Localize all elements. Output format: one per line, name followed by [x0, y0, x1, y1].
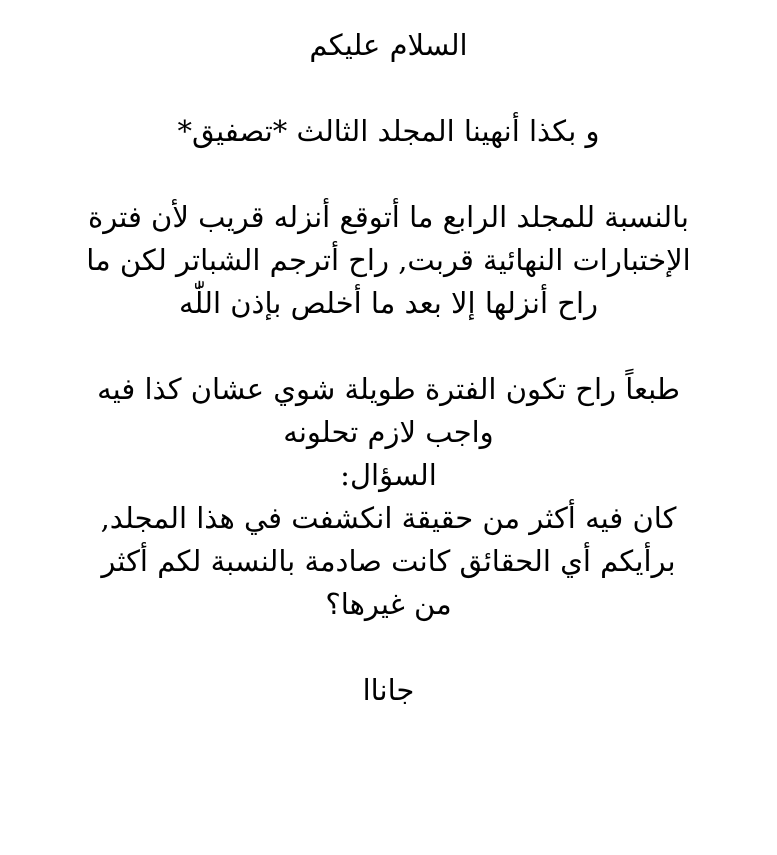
paragraph-spacer: [40, 626, 737, 669]
greeting-text: السلام عليكم: [309, 28, 468, 62]
paragraph-spacer: [40, 153, 737, 196]
paragraph-spacer: [40, 325, 737, 368]
question-label: السؤال:: [340, 458, 437, 492]
signature: [40, 669, 737, 712]
announcement: [40, 110, 737, 153]
schedule-paragraph: [40, 196, 737, 325]
text-line: بالنسبة للمجلد الرابع ما أتوقع أنزله قريب لأن فترة: [88, 200, 689, 234]
signature-text: جاناا: [362, 673, 415, 707]
announcement-text: و بكذا أنهينا المجلد الثالث *تصفيق*: [177, 114, 600, 148]
text-line: برأيكم أي الحقائق كانت صادمة بالنسبة لكم أكثر: [101, 544, 676, 578]
text-line: كان فيه أكثر من حقيقة انكشفت في هذا المجلد,: [100, 501, 677, 535]
paragraph-spacer: [40, 67, 737, 110]
text-line: راح أنزلها إلا بعد ما أخلص بإذن اللّٰه: [179, 286, 598, 320]
greeting: [40, 24, 737, 67]
text-line: واجب لازم تحلونه: [283, 415, 494, 449]
text-line: طبعاً راح تكون الفترة طويلة شوي عشان كذا فيه: [97, 372, 680, 406]
text-line: من غيرها؟: [325, 587, 452, 621]
homework-paragraph: [40, 368, 737, 626]
text-line: الإختبارات النهائية قربت, راح أترجم الشباتر لكن ما: [86, 243, 691, 277]
